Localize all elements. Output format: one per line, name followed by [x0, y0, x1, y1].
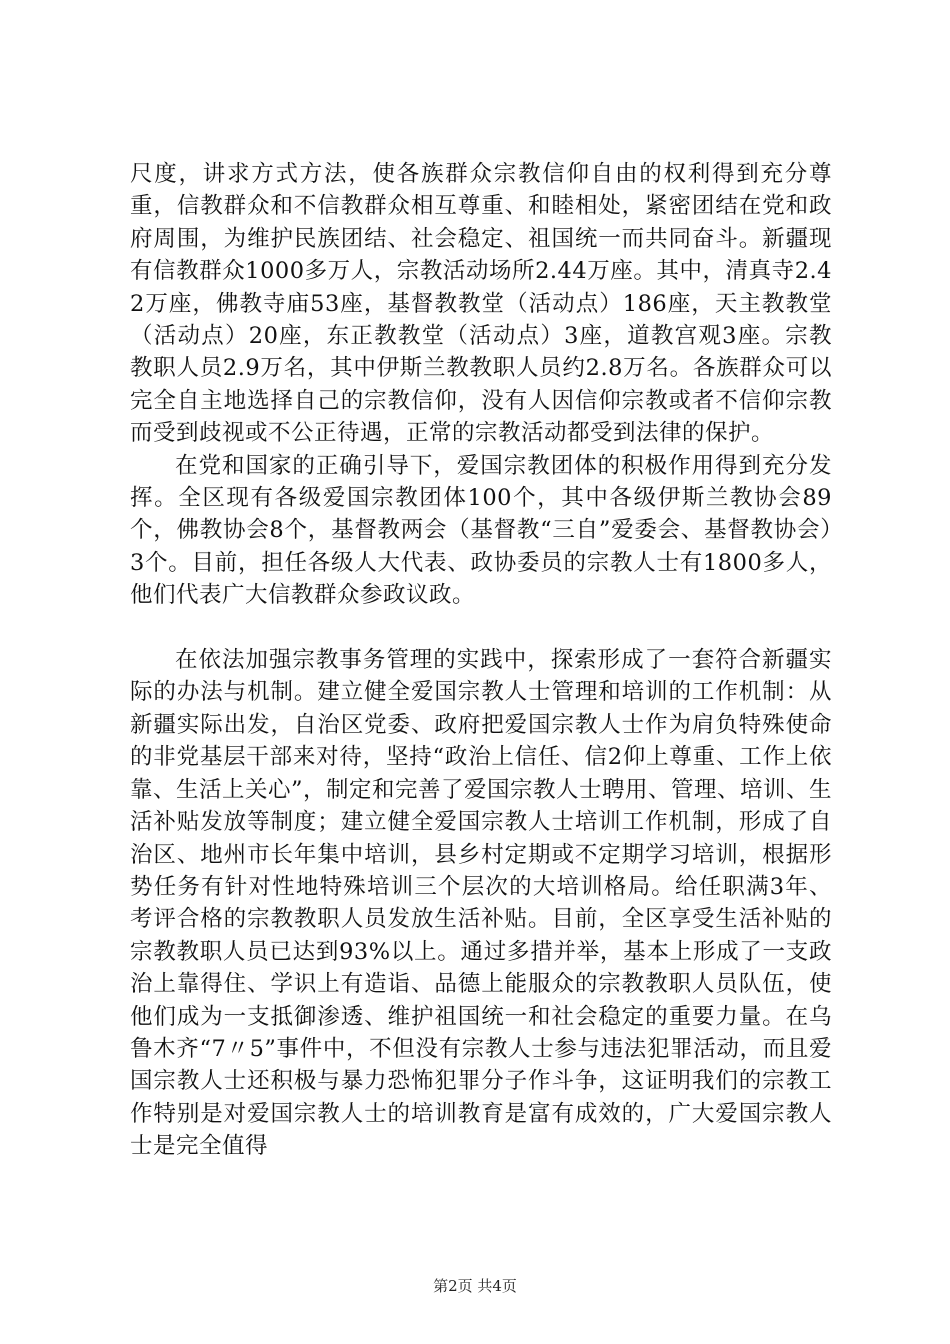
page-number-footer: 第2页 共4页: [433, 1277, 517, 1295]
paragraph-religious-groups: 在党和国家的正确引导下，爱国宗教团体的积极作用得到充分发挥。全区现有各级爱国宗教团体100个，其中各级伊斯兰教协会89个，佛教协会8个，基督教两会（基督教“三自”爱委会、基督教协会）3个。目前，担任各级人大代表、政协委员的宗教人士有1800多人，他们代表广大信教群众参政议政。: [130, 452, 832, 609]
paragraph-management-mechanism: 在依法加强宗教事务管理的实践中，探索形成了一套符合新疆实际的办法与机制。建立健全爱国宗教人士管理和培训的工作机制：从新疆实际出发，自治区党委、政府把爱国宗教人士作为肩负特殊使命的非党基层干部来对待，坚持“政治上信任、信2仰上尊重、工作上依靠、生活上关心”，制定和完善了爱国宗教人士聘用、管理、培训、生活补贴发放等制度；建立健全爱国宗教人士培训工作机制，形成了自治区、地州市长年集中培训，县乡村定期或不定期学习培训，根据形势任务有针对性地特殊培训三个层次的大培训格局。给任职满3年、考评合格的宗教教职人员发放生活补贴。目前，全区享受生活补贴的宗教教职人员已达到93%以上。通过多措并举，基本上形成了一支政治上靠得住、学识上有造诣、品德上能服众的宗教教职人员队伍，使他们成为一支抵御渗透、维护祖国统一和社会稳定的重要力量。在乌鲁木齐“7〃5”事件中，不但没有宗教人士参与违法犯罪活动，而且爱国宗教人士还积极与暴力恐怖犯罪分子作斗争，这证明我们的宗教工作特别是对爱国宗教人士的培训教育是富有成效的，广大爱国宗教人士是完全值得: [130, 647, 833, 1160]
paragraph-continuation: 尺度，讲求方式方法，使各族群众宗教信仰自由的权利得到充分尊重，信教群众和不信教群众相互尊重、和睦相处，紧密团结在党和政府周围，为维护民族团结、社会稳定、祖国统一而共同奋斗。新疆现有信教群众1000多万人，宗教活动场所2.44万座。其中，清真寺2.42万座，佛教寺庙53座，基督教教堂（活动点）186座，天主教教堂（活动点）20座，东正教教堂（活动点）3座，道教宫观3座。宗教教职人员2.9万名，其中伊斯兰教教职人员约2.8万名。各族群众可以完全自主地选择自己的宗教信仰，没有人因信仰宗教或者不信仰宗教而受到歧视或不公正待遇，正常的宗教活动都受到法律的保护。: [130, 161, 832, 447]
paragraph-spacer: [130, 612, 832, 644]
document-body: [130, 158, 832, 1163]
